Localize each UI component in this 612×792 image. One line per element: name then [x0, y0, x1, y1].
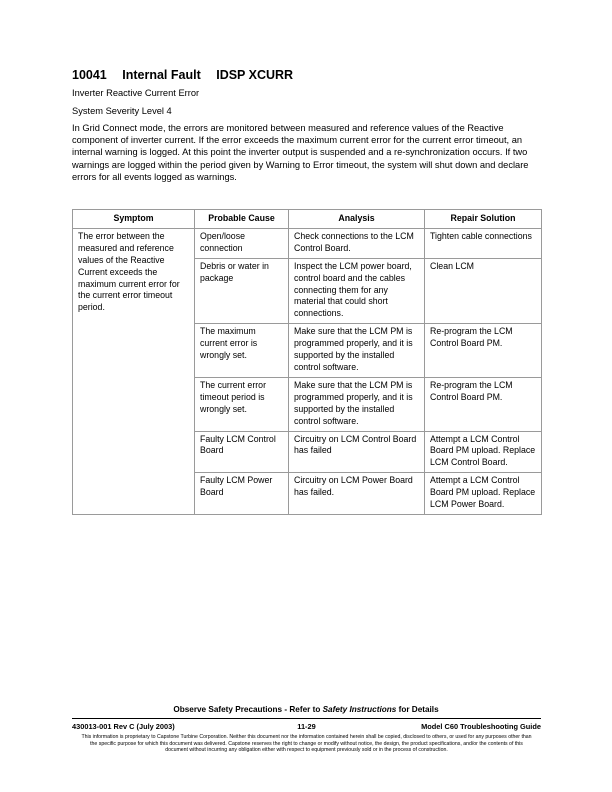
table-header-row — [73, 210, 542, 229]
analysis-cell: Check connections to the LCM Control Board. — [289, 228, 425, 258]
header-repair-solution: Repair Solution — [425, 210, 542, 229]
fault-subtitle: Inverter Reactive Current Error — [72, 88, 200, 98]
severity-level: System Severity Level 4 — [72, 106, 172, 116]
fault-heading — [72, 68, 305, 82]
fault-code: 10041 — [72, 68, 107, 82]
document-number: 430013-001 Rev C (July 2003) — [72, 722, 175, 731]
analysis-cell: Circuitry on LCM Power Board has failed. — [289, 473, 425, 515]
fault-type: Internal Fault — [122, 68, 201, 82]
analysis-cell: Circuitry on LCM Control Board has failed — [289, 431, 425, 473]
table-row — [73, 228, 542, 258]
cause-cell: Open/loose connection — [195, 228, 289, 258]
header-analysis: Analysis — [289, 210, 425, 229]
analysis-cell: Inspect the LCM power board, control board and the cables connecting them for any material that could short connections. — [289, 258, 425, 324]
solution-cell: Tighten cable connections — [425, 228, 542, 258]
cause-cell: Debris or water in package — [195, 258, 289, 324]
troubleshooting-table — [72, 209, 542, 515]
safety-instructions-reference: Safety Instructions — [322, 705, 397, 714]
cause-cell: The current error timeout period is wrongly set. — [195, 377, 289, 431]
analysis-cell: Make sure that the LCM PM is programmed properly, and it is supported by the installed control software. — [289, 324, 425, 378]
header-symptom: Symptom — [73, 210, 195, 229]
symptom-cell: The error between the measured and reference values of the Reactive Current exceeds the maximum current error for the current error timeout period. — [73, 228, 195, 514]
analysis-cell: Make sure that the LCM PM is programmed properly, and it is supported by the installed control software. — [289, 377, 425, 431]
cause-cell: Faulty LCM Control Board — [195, 431, 289, 473]
solution-cell: Clean LCM — [425, 258, 542, 324]
page-number: 11-29 — [297, 722, 316, 731]
solution-cell: Attempt a LCM Control Board PM upload. Replace LCM Power Board. — [425, 473, 542, 515]
header-probable-cause: Probable Cause — [195, 210, 289, 229]
solution-cell: Attempt a LCM Control Board PM upload. Replace LCM Control Board. — [425, 431, 542, 473]
proprietary-disclaimer: This information is proprietary to Capstone Turbine Corporation. Neither this document nor the information contained herein shall be copied, disclosed to others, or used for any purposes other than the specific purpose for which this document was delivered. Capstone reserves the right to change or modify without notice, the design, the product specifications, and/or the contents of this document without incurring any obligation either with respect to equipment previously sold or in the process of construction. — [81, 734, 532, 754]
solution-cell: Re-program the LCM Control Board PM. — [425, 324, 542, 378]
safety-suffix: for Details — [396, 705, 439, 714]
guide-title: Model C60 Troubleshooting Guide — [421, 722, 541, 731]
cause-cell: Faulty LCM Power Board — [195, 473, 289, 515]
fault-description: In Grid Connect mode, the errors are monitored between measured and reference values of the Reactive component of inverter current. If the error exceeds the maximum current error for the current error timeout, an internal warning is logged. At this point the inverter output is suspended and a re-synchronization occurs. If two warnings are logged within the period given by Warning to Error timeout, the system will shut down and declare errors for all events logged as warnings. — [72, 123, 529, 182]
safety-notice — [0, 705, 612, 714]
solution-cell: Re-program the LCM Control Board PM. — [425, 377, 542, 431]
fault-name: IDSP XCURR — [216, 68, 294, 82]
cause-cell: The maximum current error is wrongly set. — [195, 324, 289, 378]
footer-divider — [72, 718, 541, 719]
safety-prefix: Observe Safety Precautions - Refer to — [173, 705, 323, 714]
